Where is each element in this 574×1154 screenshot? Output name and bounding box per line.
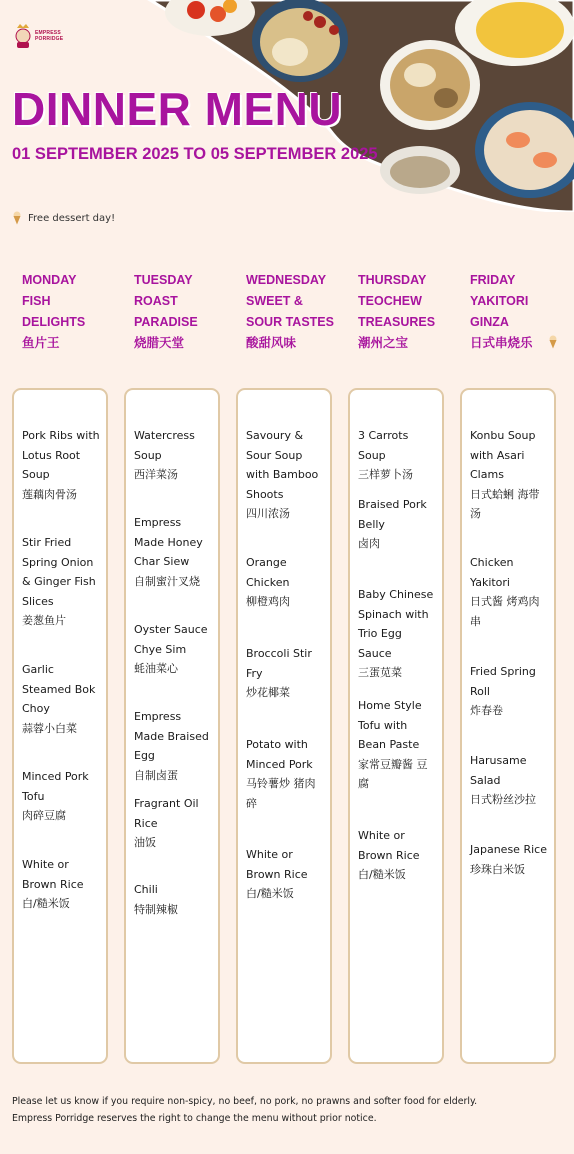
day-theme-line1: YAKITORI	[470, 294, 529, 308]
dish-name-cn: 家常豆瓣酱 豆腐	[358, 757, 428, 791]
day-theme-cn: 日式串烧乐	[470, 336, 533, 350]
menu-card-thursday	[348, 388, 444, 1064]
dish-name-cn: 油饭	[134, 836, 156, 850]
day-theme-line2: SOUR TASTES	[246, 315, 334, 329]
day-theme-line2: DELIGHTS	[22, 315, 86, 329]
dish-item	[470, 751, 550, 810]
dish-item	[22, 855, 102, 914]
ice-cream-icon	[548, 335, 558, 349]
dish-item	[22, 767, 102, 826]
dish-item	[358, 426, 438, 485]
dish-name-cn: 卤肉	[358, 537, 380, 551]
dish-item	[246, 644, 326, 703]
day-theme-line2: TREASURES	[358, 315, 436, 329]
dish-name-en: Baby Chinese Spinach with Trio Egg Sauce	[358, 588, 434, 660]
day-theme-cn: 潮州之宝	[358, 336, 409, 350]
footer-notes	[12, 1093, 562, 1127]
dish-name-cn: 莲藕肉骨汤	[22, 487, 77, 501]
dish-item	[470, 553, 550, 631]
dish-name-en: Empress Made Braised Egg	[134, 710, 209, 763]
dish-item	[22, 533, 102, 631]
dish-name-cn: 蒜蓉小白菜	[22, 721, 77, 735]
dish-item	[22, 426, 102, 504]
day-name: MONDAY	[22, 273, 77, 287]
dish-name-cn: 日式粉丝沙拉	[470, 793, 536, 807]
dish-name-en: Stir Fried Spring Onion & Ginger Fish Slices	[22, 536, 96, 608]
dessert-notice	[12, 211, 115, 225]
dish-name-en: White or Brown Rice	[246, 848, 308, 881]
dish-item	[134, 620, 214, 679]
dish-name-cn: 柳橙鸡肉	[246, 595, 290, 609]
dish-name-en: Pork Ribs with Lotus Root Soup	[22, 429, 100, 482]
dish-name-cn: 白/糙米饭	[358, 868, 406, 882]
dish-name-en: Empress Made Honey Char Siew	[134, 516, 203, 569]
dietary-note: Please let us know if you require non-spicy, no beef, no pork, no prawns and softer food for elderly.	[12, 1096, 478, 1107]
dish-name-en: 3 Carrots Soup	[358, 429, 409, 462]
dish-name-en: Konbu Soup with Asari Clams	[470, 429, 536, 482]
ice-cream-icon	[12, 211, 22, 225]
dish-item	[246, 553, 326, 612]
dish-item	[22, 660, 102, 738]
dish-item	[246, 426, 326, 524]
day-header-wednesday	[246, 270, 350, 354]
day-theme-line1: ROAST	[134, 294, 178, 308]
day-header-friday	[470, 270, 574, 354]
day-name: THURSDAY	[358, 273, 427, 287]
dish-name-cn: 蚝油菜心	[134, 662, 178, 676]
dish-name-en: Fried Spring Roll	[470, 665, 536, 698]
dish-item	[246, 735, 326, 813]
dish-name-en: White or Brown Rice	[358, 829, 420, 862]
dish-item	[358, 696, 438, 794]
dish-name-en: White or Brown Rice	[22, 858, 84, 891]
dish-name-cn: 白/糙米饭	[246, 887, 294, 901]
dish-name-cn: 姜葱鱼片	[22, 614, 66, 628]
dish-name-en: Watercress Soup	[134, 429, 195, 462]
menu-card-friday	[460, 388, 556, 1064]
dish-item	[470, 662, 550, 721]
day-name: TUESDAY	[134, 273, 193, 287]
day-theme-line1: TEOCHEW	[358, 294, 422, 308]
dish-name-cn: 马铃薯炒 猪肉碎	[246, 777, 316, 810]
day-name: WEDNESDAY	[246, 273, 327, 287]
dish-name-cn: 日式酱 烤鸡肉串	[470, 595, 540, 628]
dish-name-en: Home Style Tofu with Bean Paste	[358, 699, 422, 752]
brand-line1: EMPRESS	[35, 30, 61, 36]
dish-item	[470, 426, 550, 524]
menu-card-tuesday	[124, 388, 220, 1064]
menu-card-wednesday	[236, 388, 332, 1064]
day-name: FRIDAY	[470, 273, 516, 287]
dish-item	[134, 707, 214, 785]
dish-item	[134, 513, 214, 591]
dish-name-cn: 三样萝卜汤	[358, 468, 413, 482]
dish-name-cn: 自制卤蛋	[134, 768, 178, 782]
dish-name-cn: 自制蜜汁叉烧	[134, 574, 200, 588]
day-theme-line1: FISH	[22, 294, 51, 308]
empress-logo-icon	[14, 22, 32, 50]
dish-name-cn: 白/糙米饭	[22, 897, 70, 911]
brand-line2: PORRIDGE	[35, 36, 64, 42]
dish-item	[134, 880, 214, 919]
dish-name-en: Orange Chicken	[246, 556, 290, 589]
dish-name-cn: 日式蛤蜊 海带汤	[470, 487, 540, 521]
dish-name-en: Harusame Salad	[470, 754, 527, 787]
dish-item	[358, 826, 438, 885]
dish-name-cn: 珍珠白米饭	[470, 862, 525, 876]
dish-item	[246, 845, 326, 904]
dish-name-cn: 三蛋苋菜	[358, 666, 402, 680]
dish-name-en: Savoury & Sour Soup with Bamboo Shoots	[246, 429, 319, 501]
date-range: 01 SEPTEMBER 2025 TO 05 SEPTEMBER 2025	[12, 145, 378, 163]
dish-item	[470, 840, 550, 879]
disclaimer-note: Empress Porridge reserves the right to change the menu without prior notice.	[12, 1113, 377, 1124]
day-theme-line2: PARADISE	[134, 315, 198, 329]
dish-name-en: Chicken Yakitori	[470, 556, 514, 589]
dish-item	[134, 426, 214, 485]
menu-card-monday	[12, 388, 108, 1064]
dish-name-cn: 特制辣椒	[134, 902, 178, 916]
dish-name-cn: 肉碎豆腐	[22, 809, 66, 823]
dish-name-en: Chili	[134, 883, 158, 896]
day-header-thursday	[358, 270, 462, 354]
day-theme-cn: 烧腊天堂	[134, 336, 185, 350]
dish-name-cn: 炒花椰菜	[246, 686, 290, 700]
dish-name-cn: 炸春卷	[470, 704, 503, 718]
brand-logo	[14, 22, 63, 50]
page-title: DINNER MENU	[12, 83, 343, 135]
dish-name-en: Garlic Steamed Bok Choy	[22, 663, 96, 716]
dish-name-en: Fragrant Oil Rice	[134, 797, 199, 830]
dish-name-en: Braised Pork Belly	[358, 498, 427, 531]
dish-item	[134, 794, 214, 853]
day-header-tuesday	[134, 270, 238, 354]
dessert-notice-text: Free dessert day!	[28, 212, 116, 224]
dish-item	[358, 495, 438, 554]
dish-name-en: Japanese Rice	[470, 843, 547, 856]
day-theme-line1: SWEET &	[246, 294, 303, 308]
dish-name-cn: 四川浓汤	[246, 507, 290, 521]
day-header-monday	[22, 270, 126, 354]
day-theme-cn: 鱼片王	[22, 336, 60, 350]
dish-name-en: Broccoli Stir Fry	[246, 647, 312, 680]
dish-name-en: Minced Pork Tofu	[22, 770, 89, 803]
dish-name-cn: 西洋菜汤	[134, 468, 178, 482]
day-theme-line2: GINZA	[470, 315, 509, 329]
dish-item	[358, 585, 438, 683]
day-theme-cn: 酸甜风味	[246, 336, 297, 350]
dish-name-en: Potato with Minced Pork	[246, 738, 313, 771]
dish-name-en: Oyster Sauce Chye Sim	[134, 623, 208, 656]
